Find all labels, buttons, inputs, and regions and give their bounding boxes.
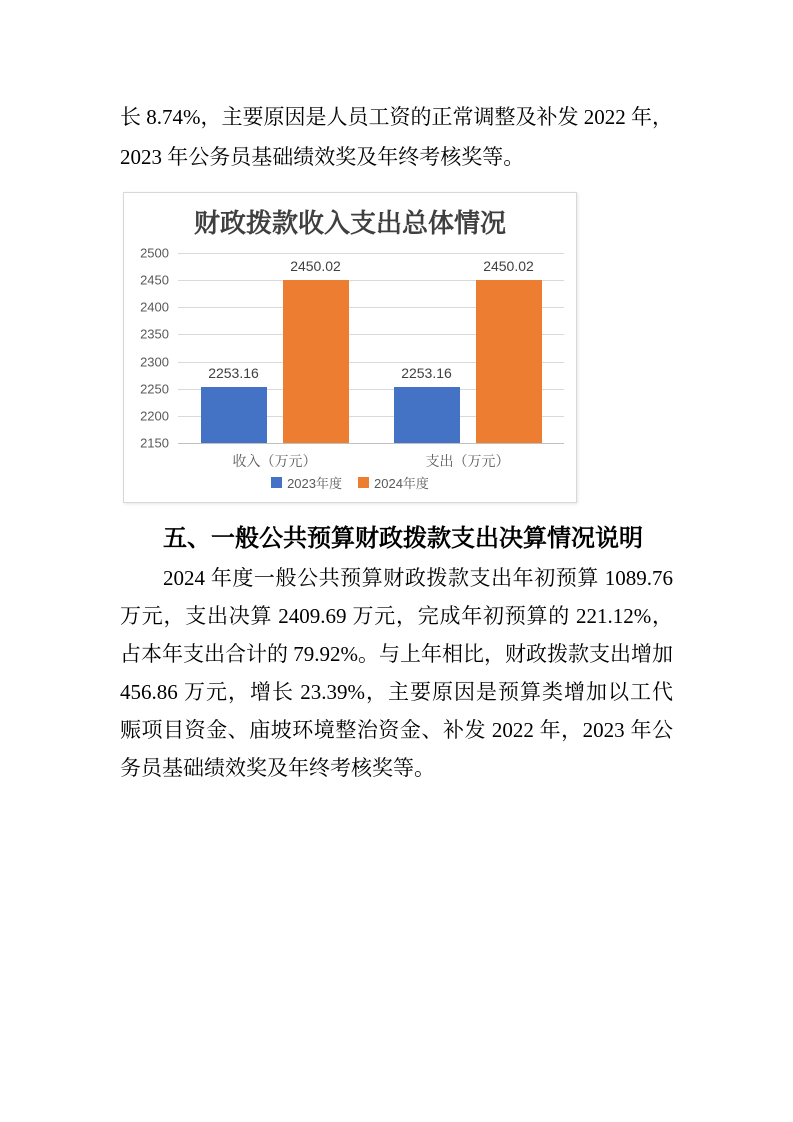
legend-item bbox=[358, 473, 429, 492]
paragraph-line: 456.86 万元，增长 23.39%，主要原因是预算类增加以工代 bbox=[120, 680, 673, 704]
paragraph-line: 赈项目资金、庙坡环境整治资金、补发 2022 年，2023 年公 bbox=[120, 718, 673, 742]
y-axis-tick-label: 2400 bbox=[140, 299, 169, 315]
paragraph-line: 万元，支出决算 2409.69 万元，完成年初预算的 221.12%， bbox=[120, 604, 673, 628]
bar-chart bbox=[123, 192, 577, 503]
chart-title: 财政拨款收入支出总体情况 bbox=[193, 208, 506, 238]
bar-value-label: 2253.16 bbox=[401, 364, 452, 381]
y-axis-tick-label: 2500 bbox=[140, 245, 169, 261]
bar-2024年度-收入（万元） bbox=[283, 280, 349, 443]
paragraph-line: 占本年支出合计的 79.92%。与上年相比，财政拨款支出增加 bbox=[120, 642, 673, 666]
bar-2024年度-支出（万元） bbox=[476, 280, 542, 443]
x-axis-category-label: 收入（万元） bbox=[232, 453, 317, 469]
y-axis-tick-label: 2200 bbox=[140, 408, 169, 424]
y-axis-tick-label: 2450 bbox=[140, 272, 169, 288]
paragraph-line: 2023 年公务员基础绩效奖及年终考核奖等。 bbox=[120, 145, 525, 169]
bar-value-label: 2450.02 bbox=[290, 258, 341, 275]
y-axis-tick-label: 2250 bbox=[140, 381, 169, 397]
chart-gridline bbox=[178, 253, 564, 254]
legend-item bbox=[271, 473, 342, 492]
y-axis-tick-label: 2300 bbox=[140, 354, 169, 370]
chart-legend bbox=[124, 473, 576, 492]
legend-label: 2023年度 bbox=[287, 476, 342, 491]
bar-value-label: 2450.02 bbox=[483, 258, 534, 275]
paragraph-line: 2024 年度一般公共预算财政拨款支出年初预算 1089.76 bbox=[163, 566, 673, 590]
y-axis-tick-label: 2150 bbox=[140, 435, 169, 451]
section-heading: 五、一般公共预算财政拨款支出决算情况说明 bbox=[163, 525, 643, 552]
legend-swatch-2024年度 bbox=[358, 477, 369, 488]
bar-value-label: 2253.16 bbox=[208, 364, 259, 381]
paragraph-top bbox=[120, 97, 673, 177]
chart-plot-area bbox=[124, 193, 576, 502]
legend-label: 2024年度 bbox=[374, 476, 429, 491]
x-axis-category-label: 支出（万元） bbox=[425, 453, 510, 469]
bar-2023年度-收入（万元） bbox=[201, 387, 267, 443]
legend-swatch-2023年度 bbox=[271, 477, 282, 488]
paragraph-line: 务员基础绩效奖及年终考核奖等。 bbox=[120, 756, 435, 780]
bar-2023年度-支出（万元） bbox=[394, 387, 460, 443]
chart-gridline bbox=[178, 443, 564, 444]
y-axis-tick-label: 2350 bbox=[140, 326, 169, 342]
paragraph-line: 长 8.74%，主要原因是人员工资的正常调整及补发 2022 年， bbox=[120, 105, 673, 129]
paragraph-main bbox=[120, 559, 673, 787]
